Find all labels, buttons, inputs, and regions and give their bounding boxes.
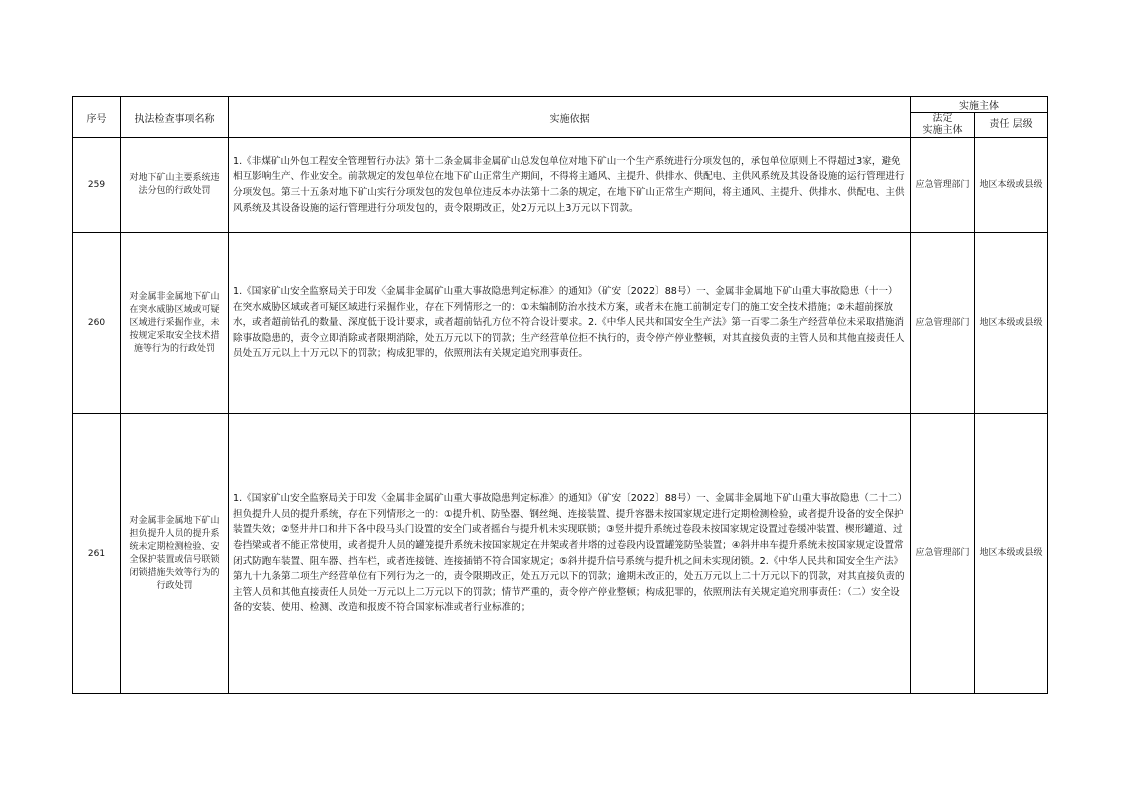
row-legal-subject: 应急管理部门: [911, 233, 975, 414]
header-basis: 实施依据: [229, 97, 911, 138]
enforcement-table: [72, 96, 1048, 694]
row-item-name: 对地下矿山主要系统违法分包的行政处罚: [121, 138, 229, 233]
row-basis: 1.《国家矿山安全监察局关于印发〈金属非金属矿山重大事故隐患判定标准〉的通知》（矿安〔2022〕88号）一、金属非金属地下矿山重大事故隐患（十一）在突水威胁区域或者可疑区域进行采掘作业，存在下列情形之一的：①未编制防治水技术方案，或者未在施工前制定专门的施工安全技术措施；②未超前探放水，或者超前钻孔的数量、深度低于设计要求，或者超前钻孔方位不符合设计要求。2.《中华人民共和国安全生产法》第一百零二条生产经营单位未采取措施消除事故隐患的，责令立即消除或者限期消除，处五万元以下的罚款；生产经营单位拒不执行的，责令停产停业整顿，对其直接负责的主管人员和其他直接责任人员处五万元以上十万元以下的罚款；构成犯罪的，依照刑法有关规定追究刑事责任。: [229, 233, 911, 414]
row-no: 260: [73, 233, 121, 414]
row-basis: 1.《国家矿山安全监察局关于印发〈金属非金属矿山重大事故隐患判定标准〉的通知》（矿安〔2022〕88号）一、金属非金属地下矿山重大事故隐患（二十二）担负提升人员的提升系统，存在下列情形之一的：①提升机、防坠器、钢丝绳、连接装置、提升容器未按国家规定进行定期检测检验，或者提升设备的安全保护装置失效；②竖井井口和井下各中段马头门设置的安全门或者摇台与提升机未实现联锁；③竖井提升系统过卷段未按国家规定设置过卷缓冲装置、楔形罐道、过卷挡梁或者不能正常使用，或者提升人员的罐笼提升系统未按国家规定在井架或者井塔的过卷段内设置罐笼防坠装置；④斜井串车提升系统未按国家规定设置常闭式防跑车装置、阻车器、挡车栏，或者连接链、连接插销不符合国家规定；⑤斜井提升信号系统与提升机之间未实现闭锁。2.《中华人民共和国安全生产法》第九十九条第二项生产经营单位有下列行为之一的，责令限期改正，处五万元以下的罚款；逾期未改正的，处五万元以上二十万元以下的罚款，对其直接负责的主管人员和其他直接责任人员处一万元以上二万元以下的罚款；情节严重的，责令停产停业整顿；构成犯罪的，依照刑法有关规定追究刑事责任：（二）安全设备的安装、使用、检测、改造和报废不符合国家标准或者行业标准的；: [229, 414, 911, 694]
header-level: 责任 层级: [975, 113, 1048, 138]
header-subject-group: 实施主体: [911, 97, 1048, 113]
header-legal-subject: 法定 实施主体: [911, 113, 975, 138]
row-no: 261: [73, 414, 121, 694]
table-row: [73, 138, 1048, 233]
row-legal-subject: 应急管理部门: [911, 138, 975, 233]
table-row: [73, 414, 1048, 694]
header-no: 序号: [73, 97, 121, 138]
row-item-name: 对金属非金属地下矿山担负提升人员的提升系统未定期检测检验、安全保护装置或信号联锁闭锁措施失效等行为的行政处罚: [121, 414, 229, 694]
row-level: 地区本级或县级: [975, 414, 1048, 694]
header-item-name: 执法检查事项名称: [121, 97, 229, 138]
table-row: [73, 233, 1048, 414]
row-no: 259: [73, 138, 121, 233]
row-basis: 1.《非煤矿山外包工程安全管理暂行办法》第十二条金属非金属矿山总发包单位对地下矿山一个生产系统进行分项发包的，承包单位原则上不得超过3家，避免相互影响生产、作业安全。前款规定的发包单位在地下矿山正常生产期间，不得将主通风、主提升、供排水、供配电、主供风系统及其设备设施的运行管理进行分项发包。第三十五条对地下矿山实行分项发包的发包单位违反本办法第十二条的规定，在地下矿山正常生产期间，将主通风、主提升、供排水、供配电、主供风系统及其设备设施的运行管理进行分项发包的，责令限期改正，处2万元以上3万元以下罚款。: [229, 138, 911, 233]
row-level: 地区本级或县级: [975, 138, 1048, 233]
row-legal-subject: 应急管理部门: [911, 414, 975, 694]
row-item-name: 对金属非金属地下矿山在突水威胁区域或可疑区域进行采掘作业，未按规定采取安全技术措施等行为的行政处罚: [121, 233, 229, 414]
row-level: 地区本级或县级: [975, 233, 1048, 414]
